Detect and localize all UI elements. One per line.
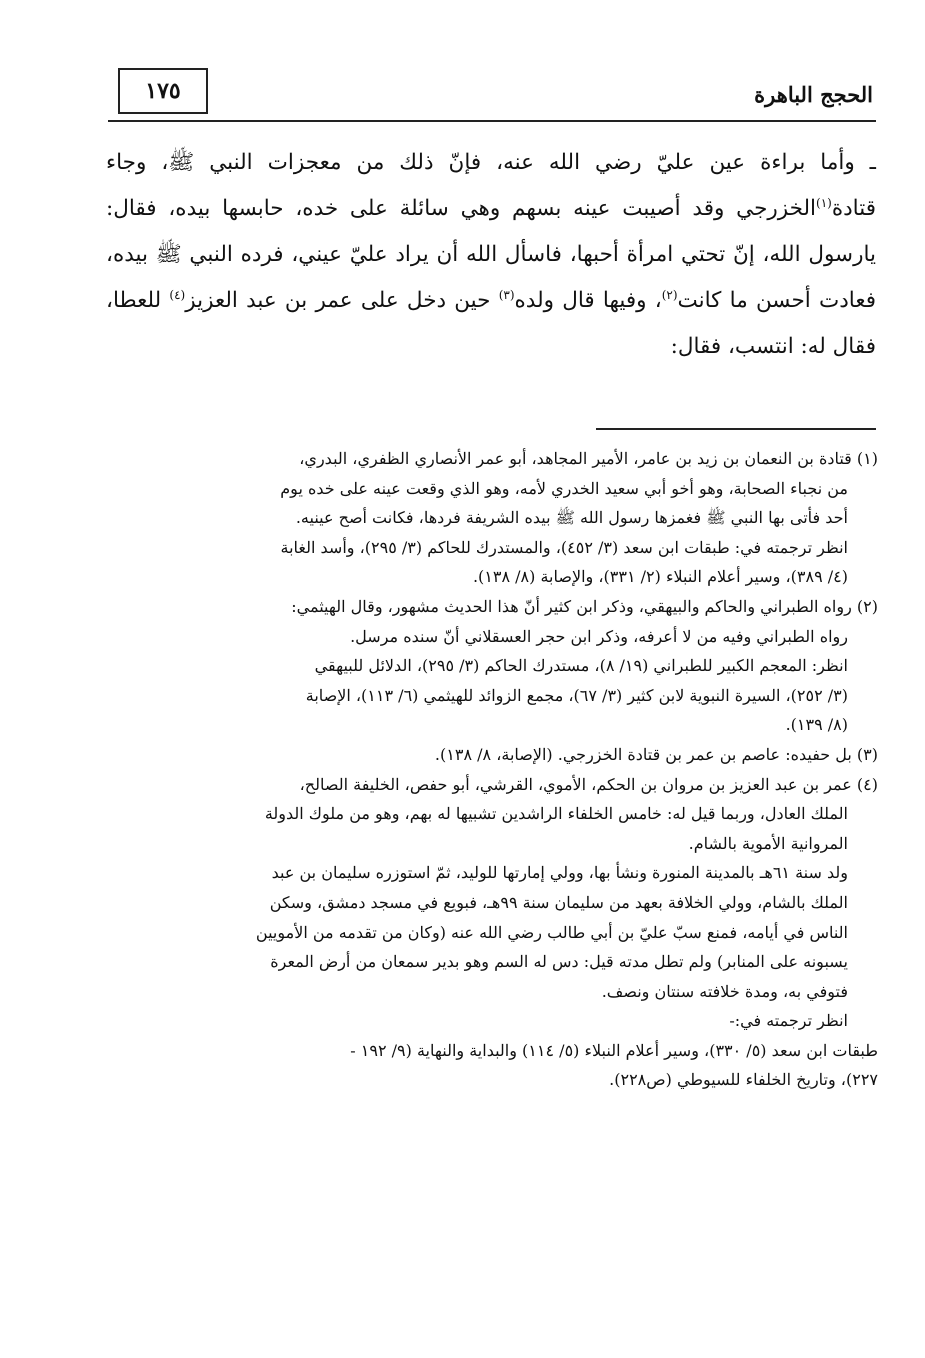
footnote-line: (٢) رواه الطبراني والحاكم والبيهقي، وذكر ابن كثير أنّ هذا الحديث مشهور، وقال الهيثمي: <box>291 596 878 616</box>
main-text-run: للعطا، فقال له: انتسب، فقال: <box>106 288 876 359</box>
page-number-box <box>118 68 208 114</box>
footnote-line: يسبونه على المنابر) ولم تطل مدته قيل: دس له السم وهو بدير سمعان من أرض المعرة <box>270 952 848 972</box>
footnotes <box>98 444 878 1095</box>
footnote-line: رواه الطبراني وفيه من لا أعرفه، وذكر ابن حجر العسقلاني أنّ سنده مرسل. <box>350 626 848 646</box>
main-text-run: الخزرجي وقد أصيبت عينه بسهم وهي سائلة على خده، حابسها بيده، فقال: يارسول الله، إنّ تحتي امرأة أحبها، فاسأل الله أن يراد عليّ عيني، فرده النبي ﷺ بيده، فعادت أحسن ما كانت <box>106 196 876 313</box>
page-number: ١٧٥ <box>145 78 181 104</box>
main-text <box>106 140 876 370</box>
footnote-line: (٣/ ٢٥٢)، السيرة النبوية لابن كثير (٣/ ٦٧)، مجمع الزوائد للهيثمي (٦/ ١١٣)، الإصابة <box>305 685 848 705</box>
footnote-line: الناس في أيامه، فمنع سبّ عليّ بن أبي طالب رضي الله عنه (وكان من تقدمه من الأمويين <box>255 922 848 942</box>
footnote-line: الملك العادل، وربما قيل له: خامس الخلفاء الراشدين تشبيها له بهم، وهو من ملوك الدولة <box>264 804 848 824</box>
footnote-line: ولد سنة ٦١هـ بالمدينة المنورة ونشأ بها، وولي إمارتها للوليد، ثمّ استوزره سليمان بن عبد <box>271 863 848 883</box>
footnote-1 <box>98 444 878 592</box>
footnote-ref-4[interactable]: (٤) <box>169 287 186 302</box>
footnote-line: ٢٢٧)، وتاريخ الخلفاء للسيوطي (ص٢٢٨). <box>609 1070 878 1090</box>
footnote-line: (١) قتادة بن النعمان بن زيد بن عامر، الأمير المجاهد، أبو عمر الأنصاري الظفري، البدري، <box>299 449 878 468</box>
footnote-line: انظر ترجمته في: طبقات ابن سعد (٣/ ٤٥٢)، والمستدرك للحاكم (٣/ ٢٩٥)، وأسد الغابة <box>280 537 848 557</box>
footnote-line: من نجباء الصحابة، وهو أخو أبي سعيد الخدري لأمه، وهو الذي وقعت عينه على خده يوم <box>280 478 848 498</box>
main-text-run: حين دخل على عمر بن عبد العزيز <box>185 288 499 313</box>
main-text-run: وجاء قتادة <box>106 150 876 221</box>
footnote-line: طبقات ابن سعد (٥/ ٣٣٠)، وسير أعلام النبلاء (٥/ ١١٤) والبداية والنهاية (٩/ ١٩٢ - <box>350 1040 878 1060</box>
main-paragraph <box>106 140 876 370</box>
footnote-line: (٨/ ١٣٩). <box>785 715 848 735</box>
footnote-3 <box>98 740 878 770</box>
footnote-line: فتوفي به، ومدة خلافته سنتان ونصف. <box>601 981 848 1001</box>
footnote-ref-3[interactable]: (٣) <box>498 287 515 302</box>
footnote-4 <box>98 770 878 1096</box>
footnote-line: (٤/ ٣٨٩)، وسير أعلام النبلاء (٢/ ٣٣١)، والإصابة (٨/ ١٣٨). <box>472 567 848 587</box>
footnote-line: (٤) عمر بن عبد العزيز بن مروان بن الحكم، الأموي، القرشي، أبو حفص، الخليفة الصالح، <box>299 774 878 794</box>
header-rule <box>108 120 876 122</box>
footnote-line: (٣) بل حفيده: عاصم بن عمر بن قتادة الخزرجي. (الإصابة، ٨/ ١٣٨). <box>434 744 878 764</box>
main-text-run: ، وفيها قال ولده <box>514 288 662 313</box>
footnote-2 <box>98 592 878 740</box>
main-text-run: ـ وأما براءة عين عليّ رضي الله عنه، فإنّ ذلك من معجزات النبي ﷺ، <box>161 150 876 175</box>
footnote-line: أحد فأتى بها النبي ﷺ فغمزها رسول الله ﷺ بيده الشريفة فردها، فكانت أصح عينيه. <box>295 508 848 528</box>
footnote-line: انظر ترجمته في:- <box>729 1011 848 1031</box>
running-title: الحجج الباهرة <box>754 82 873 107</box>
footnote-line: المروانية الأموية بالشام. <box>688 833 848 853</box>
footnote-line: انظر: المعجم الكبير للطبراني (١٩/ ٨)، مستدرك الحاكم (٣/ ٢٩٥)، الدلائل للبيهقي <box>314 656 848 676</box>
footnote-separator <box>596 428 876 430</box>
footnote-ref-2[interactable]: (٢) <box>661 287 678 302</box>
footnote-ref-1[interactable]: (١) <box>816 195 832 210</box>
footnote-line: الملك بالشام، وولي الخلافة بعهد من سليمان سنة ٩٩هـ، فبويع في مسجد دمشق، وسكن <box>269 892 848 912</box>
